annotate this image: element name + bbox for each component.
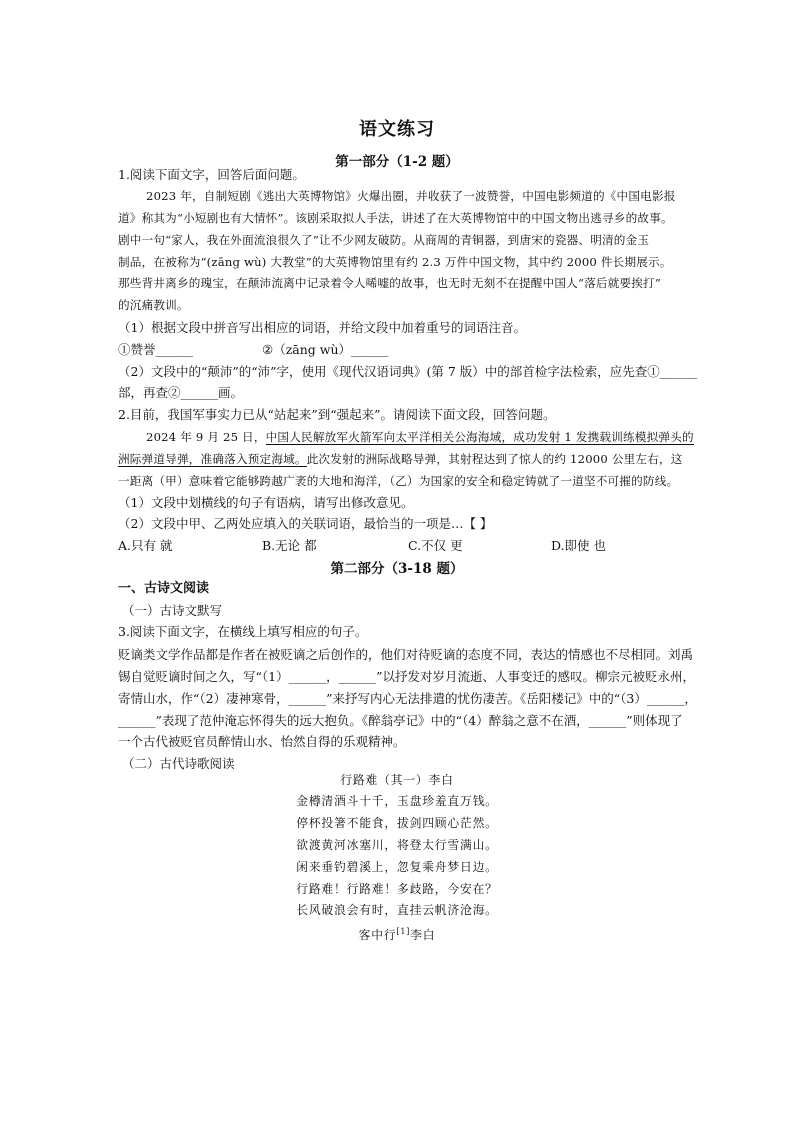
poem1-line: 停杯投箸不能食，拔剑四顾心茫然。: [296, 816, 498, 830]
poem2-title-text: 客中行: [358, 927, 397, 942]
q2-passage-line2: [118, 449, 683, 469]
q1-passage-line: 剧中一句“家人，我在外面流浪很久了”让不少网友破防。从商周的青铜器，到唐宋的瓷器、明清的金玉: [118, 233, 650, 247]
q1-sub1: （1）根据文段中拼音写出相应的词语，并给文段中加着重号的词语注音。: [118, 320, 526, 335]
q1-passage-line: 那些背井离乡的瑰宝，在颠沛流离中记录着令人唏嘘的故事，也无时无刻不在提醒中国人“落后就要挨打”: [118, 276, 661, 290]
page-title: 语文练习: [359, 119, 435, 140]
poem1-line: 行路难！行路难！多歧路，今安在？: [296, 882, 498, 896]
q3-text-line[interactable]: 锡自觉贬谪时间之久，写“（1）______，______”以抒发对岁月流逝、人事变迁的感叹。柳宗元被贬永州，: [118, 669, 695, 684]
q1-passage-line: 2023 年，自制短剧《逃出大英博物馆》火爆出圈，并收获了一波赞誉，中国电影频道的《中国电影报: [146, 189, 676, 203]
q1-sub2-line2[interactable]: 部，再查②______画。: [118, 385, 244, 400]
option-c[interactable]: C.不仅 更: [408, 538, 463, 553]
poem1-line: 金樽清酒斗十千，玉盘珍羞直万钱。: [296, 794, 498, 808]
poem1-title: 行路难（其一）李白: [340, 773, 454, 787]
subsection-heading: （一）古诗文默写: [122, 603, 223, 618]
q2-sub1: （1）文段中划横线的句子有语病，请写出修改意见。: [118, 495, 414, 510]
q2-passage-line3: 一距离（甲）意味着它能够跨越广袤的大地和海洋，（乙）为国家的安全和稳定铸就了一道坚不可摧的防线。: [118, 474, 679, 488]
poem2-author: 李白: [410, 927, 436, 942]
q1-passage-line: 的沉痛教训。: [118, 298, 189, 312]
section-heading: 一、古诗文阅读: [118, 581, 210, 596]
q1-passage-line: 制品，在被称为“(zāng wù) 大教堂”的大英博物馆里有约 2.3 万件中国文物，其中约 2000 件长期展示。: [118, 255, 672, 269]
q2-intro: 2.目前，我国军事实力已从“站起来”到“强起来”。请阅读下面文段，回答问题。: [118, 407, 556, 422]
q1-sub1-b[interactable]: ②（zāng wù）______: [262, 342, 389, 357]
q3-text-line: 贬谪类文学作品都是作者在被贬谪之后创作的，他们对待贬谪的态度不同，表达的情感也不尽相同。刘禹: [118, 647, 694, 662]
poem1-line: 长风破浪会有时，直挂云帆济沧海。: [296, 903, 498, 917]
poem1-line: 欲渡黄河冰塞川，将登太行雪满山。: [296, 838, 498, 852]
q2-passage-text: 此次发射的洲际战略导弹，其射程达到了惊人的约 12000 公里左右，这: [306, 452, 683, 466]
footnote-marker: [1]: [396, 927, 411, 936]
poem1-line: 闲来垂钓碧溪上，忽复乘舟梦日边。: [296, 860, 498, 874]
q2-underlined-sentence-end: 洲际弹道导弹，准确落入预定海域。: [118, 452, 307, 466]
q3-text-line: 一个古代被贬官员醉情山水、怡然自得的乐观精神。: [118, 734, 406, 749]
part2-heading: 第二部分（3-18 题）: [330, 561, 464, 577]
q3-text-line[interactable]: 寄情山水，作“（2）凄神寒骨，______”来抒写内心无法排遣的忧伤凄苦。《岳阳楼记》中的“（3）______，: [118, 691, 697, 706]
q1-intro: 1.阅读下面文字，回答后面问题。: [118, 167, 305, 182]
q3-intro: 3.阅读下面文字，在横线上填写相应的句子。: [118, 624, 368, 639]
poem2-title: [0, 922, 794, 945]
subsection-heading: （二）古代诗歌阅读: [122, 756, 235, 771]
option-b[interactable]: B.无论 都: [262, 538, 317, 553]
q2-underlined-sentence: 中国人民解放军火箭军向太平洋相关公海海域，成功发射 1 发携载训练模拟弹头的: [265, 430, 694, 444]
q1-sub1-a[interactable]: ①赞誉______: [118, 342, 194, 357]
part1-heading: 第一部分（1-2 题）: [335, 154, 459, 170]
q2-passage-line1: [146, 427, 694, 447]
q2-passage-date: 2024 年 9 月 25 日，: [146, 430, 266, 444]
option-a[interactable]: A.只有 就: [118, 538, 173, 553]
q1-sub2-line1[interactable]: （2）文段中的“颠沛”的“沛”字，使用《现代汉语词典》(第 7 版）中的部首检字法检索，应先查①______: [118, 364, 698, 379]
q3-text-line[interactable]: ______”表现了范仲淹忘怀得失的远大抱负。《醉翁亭记》中的“（4）醉翁之意不在酒，______”则体现了: [118, 713, 683, 728]
q1-passage-line: 道》称其为“小短剧也有大情怀”。该剧采取拟人手法，讲述了在大英博物馆中的中国文物出逃寻乡的故事。: [118, 211, 673, 225]
option-d[interactable]: D.即使 也: [551, 538, 607, 553]
q2-sub2[interactable]: （2）文段中甲、乙两处应填入的关联词语，最恰当的一项是…【 】: [118, 516, 493, 531]
